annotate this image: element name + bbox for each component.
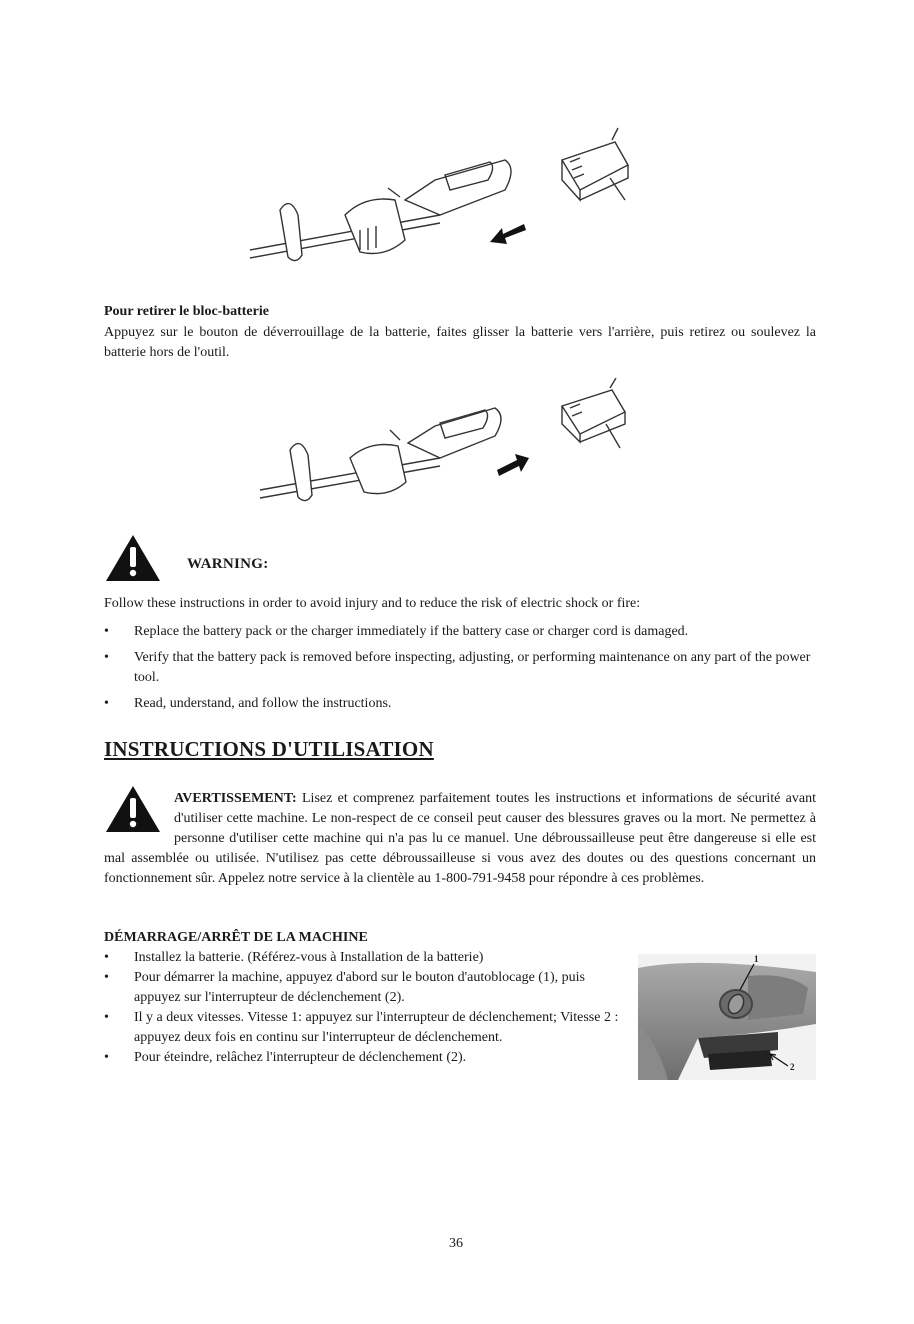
battery-removal-illustration (250, 378, 650, 508)
bullet-icon: • (104, 696, 109, 711)
instructions-title: INSTRUCTIONS D'UTILISATION (104, 737, 434, 761)
list-item: • Installez la batterie. (Référez-vous à Installation de la batterie) (104, 948, 624, 968)
trigger-switch-photo (638, 954, 816, 1080)
battery-install-illustration (240, 120, 640, 280)
remove-battery-text: Appuyez sur le bouton de déverrouillage de la batterie, faites glisser la batterie vers l'arrière, puis retirez ou soulevez la batterie hors de l'outil. (104, 325, 816, 360)
direction-arrow-icon (488, 222, 528, 246)
warning-intro: Follow these instructions in order to avoid injury and to reduce the risk of electric shock or fire: (104, 596, 641, 611)
avertissement-label: AVERTISSEMENT: (174, 791, 297, 806)
avertissement-paragraph (104, 789, 816, 889)
start-stop-bullet-list (104, 948, 624, 1068)
list-item: • Verify that the battery pack is removed before inspecting, adjusting, or performing maintenance on any part of the power tool. (104, 650, 811, 685)
warning-bullet-list (104, 622, 816, 714)
bullet-icon: • (104, 624, 109, 639)
photo-label-1: 1 (754, 954, 759, 964)
warning-title: WARNING: (187, 556, 269, 572)
start-stop-heading: DÉMARRAGE/ARRÊT DE LA MACHINE (104, 930, 368, 945)
bullet-icon: • (104, 970, 109, 985)
bullet-icon: • (104, 950, 109, 965)
page-number: 36 (449, 1236, 463, 1251)
icon-spacer (104, 789, 174, 849)
list-item: • Read, understand, and follow the instructions. (104, 694, 816, 714)
direction-arrow-icon (495, 452, 531, 478)
photo-label-2: 2 (790, 1062, 795, 1072)
bullet-icon: • (104, 650, 109, 665)
warning-triangle-icon (104, 533, 162, 583)
list-item: • Pour démarrer la machine, appuyez d'abord sur le bouton d'autoblocage (1), puis appuyez sur l'interrupteur de déclenchement (2). (104, 970, 585, 1005)
remove-battery-heading: Pour retirer le bloc-batterie (104, 304, 269, 319)
list-item: • Pour éteindre, relâchez l'interrupteur de déclenchement (2). (104, 1048, 624, 1068)
list-item: • Il y a deux vitesses. Vitesse 1: appuyez sur l'interrupteur de déclenchement; Vitesse 2 : appuyez deux fois en continu sur l'interrupteur de déclenchement. (104, 1010, 619, 1045)
bullet-icon: • (104, 1010, 109, 1025)
list-item: • Replace the battery pack or the charger immediately if the battery case or charger cord is damaged. (104, 622, 816, 642)
avertissement-text: Lisez et comprenez parfaitement toutes les instructions et informations de sécurité avant d'utiliser cette machine. Le non-respect de ce conseil peut causer des blessures graves ou la mort. Ne permettez à personne d'utiliser cette machine qui n'a pas lu ce manuel. Une débroussailleuse peut être dangereuse si elle est mal assemblée ou utilisée. N'utilisez pas cette débroussailleuse si vous avez des doutes ou des questions concernant un fonctionnement sûr. Appelez notre service à la clientèle au 1-800-791-9458 pour répondre à ces problèmes. (104, 791, 816, 886)
bullet-icon: • (104, 1050, 109, 1065)
